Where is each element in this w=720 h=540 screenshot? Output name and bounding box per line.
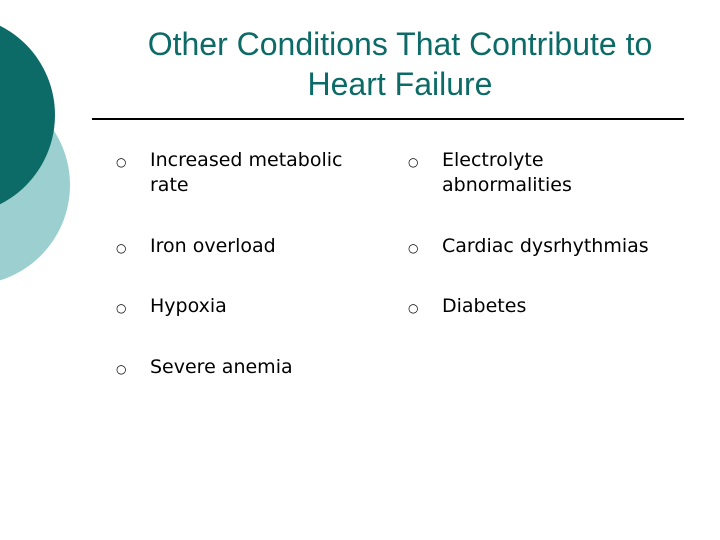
bullet-item-left-3 <box>116 294 376 319</box>
bullet-circle-icon: ○ <box>408 301 419 315</box>
bullet-circle-icon: ○ <box>408 241 419 255</box>
bullet-circle-icon: ○ <box>408 155 419 169</box>
bullet-text: Severe anemia <box>150 356 293 378</box>
bullet-text: Cardiac dysrhythmias <box>442 235 649 257</box>
bullet-item-right-2 <box>408 234 688 259</box>
slide-title: Other Conditions That Contribute to Heart Failure <box>147 26 653 102</box>
bullet-item-right-1 <box>408 148 688 198</box>
bullet-text: Increased metabolic rate <box>150 149 343 196</box>
bullet-item-left-4 <box>116 355 376 380</box>
bullet-text: Hypoxia <box>150 295 227 317</box>
bullet-item-left-2 <box>116 234 376 259</box>
bullet-circle-icon: ○ <box>116 362 127 376</box>
bullet-circle-icon: ○ <box>116 241 127 255</box>
bullet-circle-icon: ○ <box>116 155 127 169</box>
bullet-item-right-3 <box>408 294 688 319</box>
bullet-item-left-1 <box>116 148 376 198</box>
bullet-text: Electrolyte abnormalities <box>442 149 572 196</box>
bullet-text: Diabetes <box>442 295 527 317</box>
bullet-circle-icon: ○ <box>116 301 127 315</box>
bullet-text: Iron overload <box>150 235 276 257</box>
